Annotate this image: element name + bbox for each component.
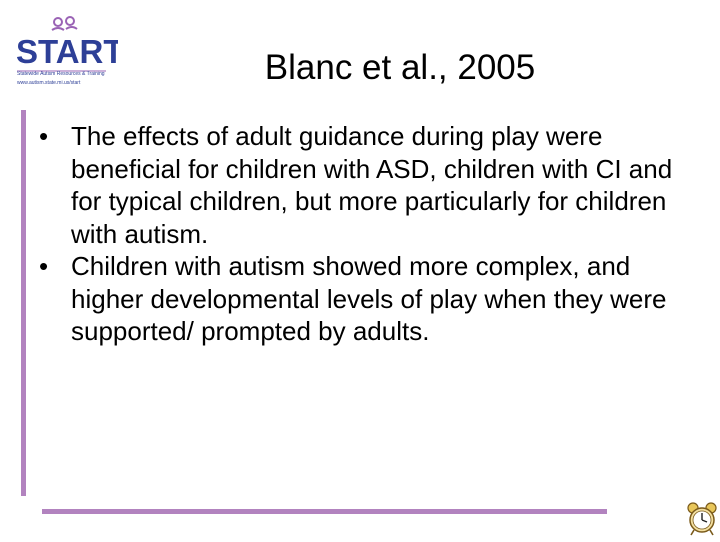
bullet-list <box>36 120 686 348</box>
start-logo <box>14 16 118 86</box>
alarm-clock-icon <box>686 501 718 537</box>
accent-bar-vertical <box>21 110 26 496</box>
svg-text:START: START <box>16 33 118 70</box>
svg-text:Statewide Autism Resources & T: Statewide Autism Resources & Training <box>17 71 105 77</box>
svg-text:www.autism.state.mi.us/start: www.autism.state.mi.us/start <box>17 80 81 86</box>
slide-title: Blanc et al., 2005 <box>264 48 536 87</box>
bullet-item <box>36 120 686 250</box>
accent-bar-horizontal <box>42 509 607 514</box>
bullet-text: Children with autism showed more complex, and higher developmental levels of play when they were supported/ prompted by adults. <box>71 251 667 346</box>
bullet-marker: • <box>39 251 49 281</box>
bullet-text: The effects of adult guidance during play were beneficial for children with ASD, children with CI and for typical children, but more particularly for children with autism. <box>71 121 673 249</box>
bullet-item <box>36 250 686 348</box>
bullet-marker: • <box>39 121 49 151</box>
